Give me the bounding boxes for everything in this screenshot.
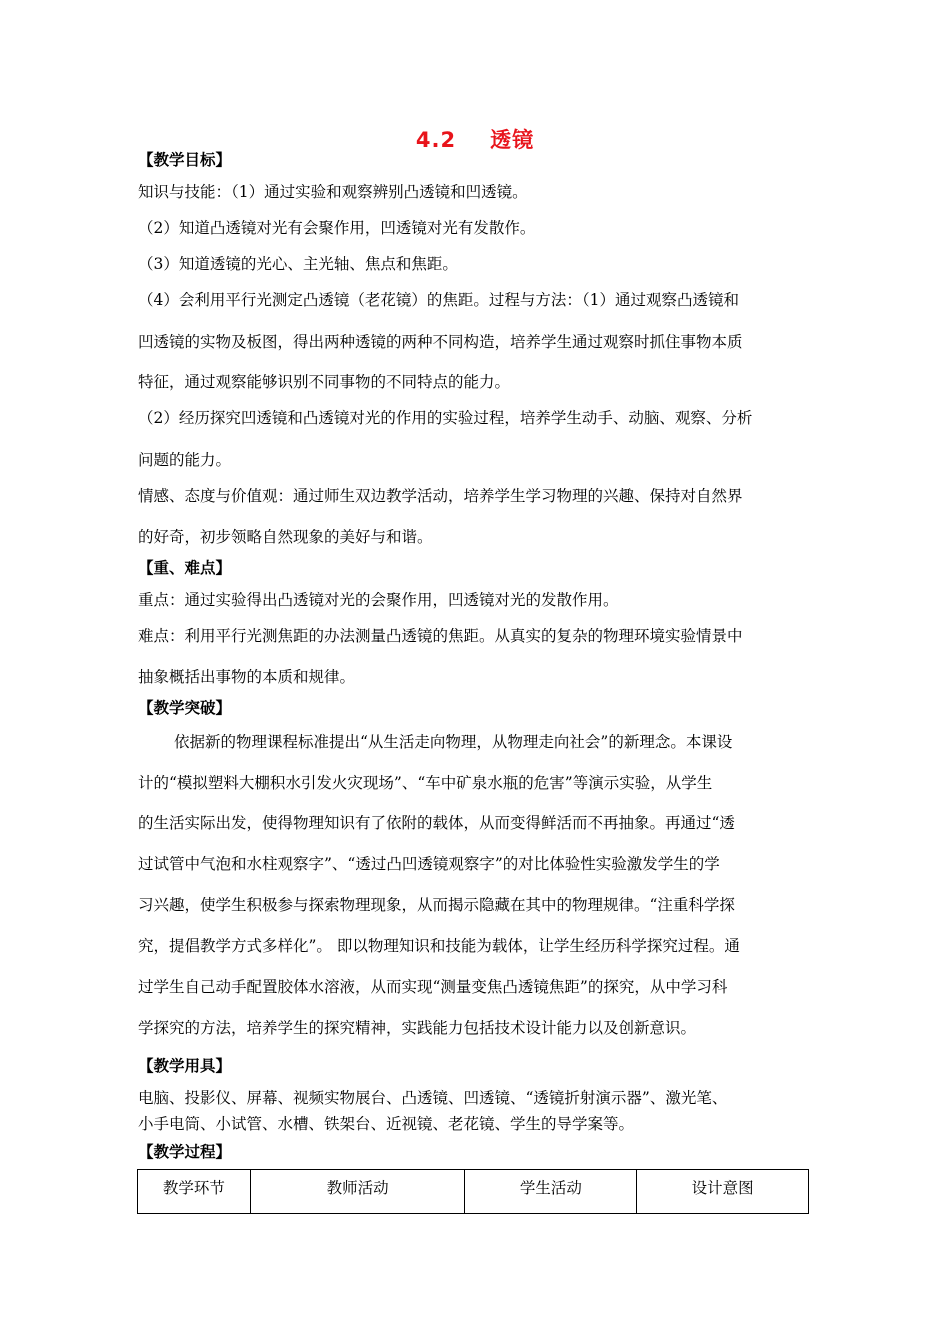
section-heading-tools: 【教学用具】 xyxy=(138,1056,232,1075)
text-line: 学探究的方法，培养学生的探究精神，实践能力包括技术设计能力以及创新意识。 xyxy=(138,1019,697,1037)
text-line: 凹透镜的实物及板图，得出两种透镜的两种不同构造，培养学生通过观察时抓住事物本质 xyxy=(138,333,743,351)
text-line: （2）知道凸透镜对光有会聚作用，凹透镜对光有发散作。 xyxy=(138,219,536,237)
section-heading-process: 【教学过程】 xyxy=(138,1142,232,1161)
text-line: 知识与技能：（1）通过实验和观察辨别凸透镜和凹透镜。 xyxy=(138,183,528,201)
text-line: （4）会利用平行光测定凸透镜（老花镜）的焦距。过程与方法：（1）通过观察凸透镜和 xyxy=(138,291,739,309)
text-line: 习兴趣，使学生积极参与探索物理现象，从而揭示隐藏在其中的物理规律。“注重科学探 xyxy=(138,896,735,914)
text-line: 的生活实际出发，使得物理知识有了依附的载体，从而变得鲜活而不再抽象。再通过“透 xyxy=(138,814,735,832)
column-header-stage: 教学环节 xyxy=(138,1170,251,1214)
column-header-intent: 设计意图 xyxy=(637,1170,809,1214)
section-heading-objectives: 【教学目标】 xyxy=(138,150,232,169)
text-line: 重点：通过实验得出凸透镜对光的会聚作用，凹透镜对光的发散作用。 xyxy=(138,591,619,609)
text-line: 特征，通过观察能够识别不同事物的不同特点的能力。 xyxy=(138,373,511,391)
text-line: 依据新的物理课程标准提出“从生活走向物理，从物理走向社会”的新理念。本课设 xyxy=(174,733,733,751)
text-line: 抽象概括出事物的本质和规律。 xyxy=(138,668,356,686)
text-line: 的好奇，初步领略自然现象的美好与和谐。 xyxy=(138,528,433,546)
text-line: 过试管中气泡和水柱观察字”、“透过凸凹透镜观察字”的对比体验性实验激发学生的学 xyxy=(138,855,720,873)
text-line: 究，提倡教学方式多样化”。 即以物理知识和技能为载体，让学生经历科学探究过程。通 xyxy=(138,937,740,955)
column-header-student: 学生活动 xyxy=(465,1170,637,1214)
text-line: 难点：利用平行光测焦距的办法测量凸透镜的焦距。从真实的复杂的物理环境实验情景中 xyxy=(138,627,743,645)
text-line: 计的“模拟塑料大棚积水引发火灾现场”、“车中矿泉水瓶的危害”等演示实验，从学生 xyxy=(138,774,713,792)
section-heading-key-points: 【重、难点】 xyxy=(138,558,232,577)
text-line: 问题的能力。 xyxy=(138,451,232,469)
title-text: 透镜 xyxy=(490,128,535,152)
section-heading-breakthrough: 【教学突破】 xyxy=(138,698,232,717)
column-header-teacher: 教师活动 xyxy=(250,1170,465,1214)
text-line: 过学生自己动手配置胶体水溶液，从而实现“测量变焦凸透镜焦距”的探究，从中学习科 xyxy=(138,978,728,996)
process-table xyxy=(137,1169,809,1214)
text-line: （3）知道透镜的光心、主光轴、焦点和焦距。 xyxy=(138,255,458,273)
title-number: 4.2 xyxy=(415,128,457,152)
text-line: 情感、态度与价值观：通过师生双边教学活动，培养学生学习物理的兴趣、保持对自然界 xyxy=(138,487,743,505)
text-line: 小手电筒、小试管、水槽、铁架台、近视镜、老花镜、学生的导学案等。 xyxy=(138,1115,635,1133)
text-line: 电脑、投影仪、屏幕、视频实物展台、凸透镜、凹透镜、“透镜折射演示器”、激光笔、 xyxy=(138,1089,728,1107)
text-line: （2）经历探究凹透镜和凸透镜对光的作用的实验过程，培养学生动手、动脑、观察、分析 xyxy=(138,409,753,427)
table-header-row xyxy=(138,1170,809,1214)
